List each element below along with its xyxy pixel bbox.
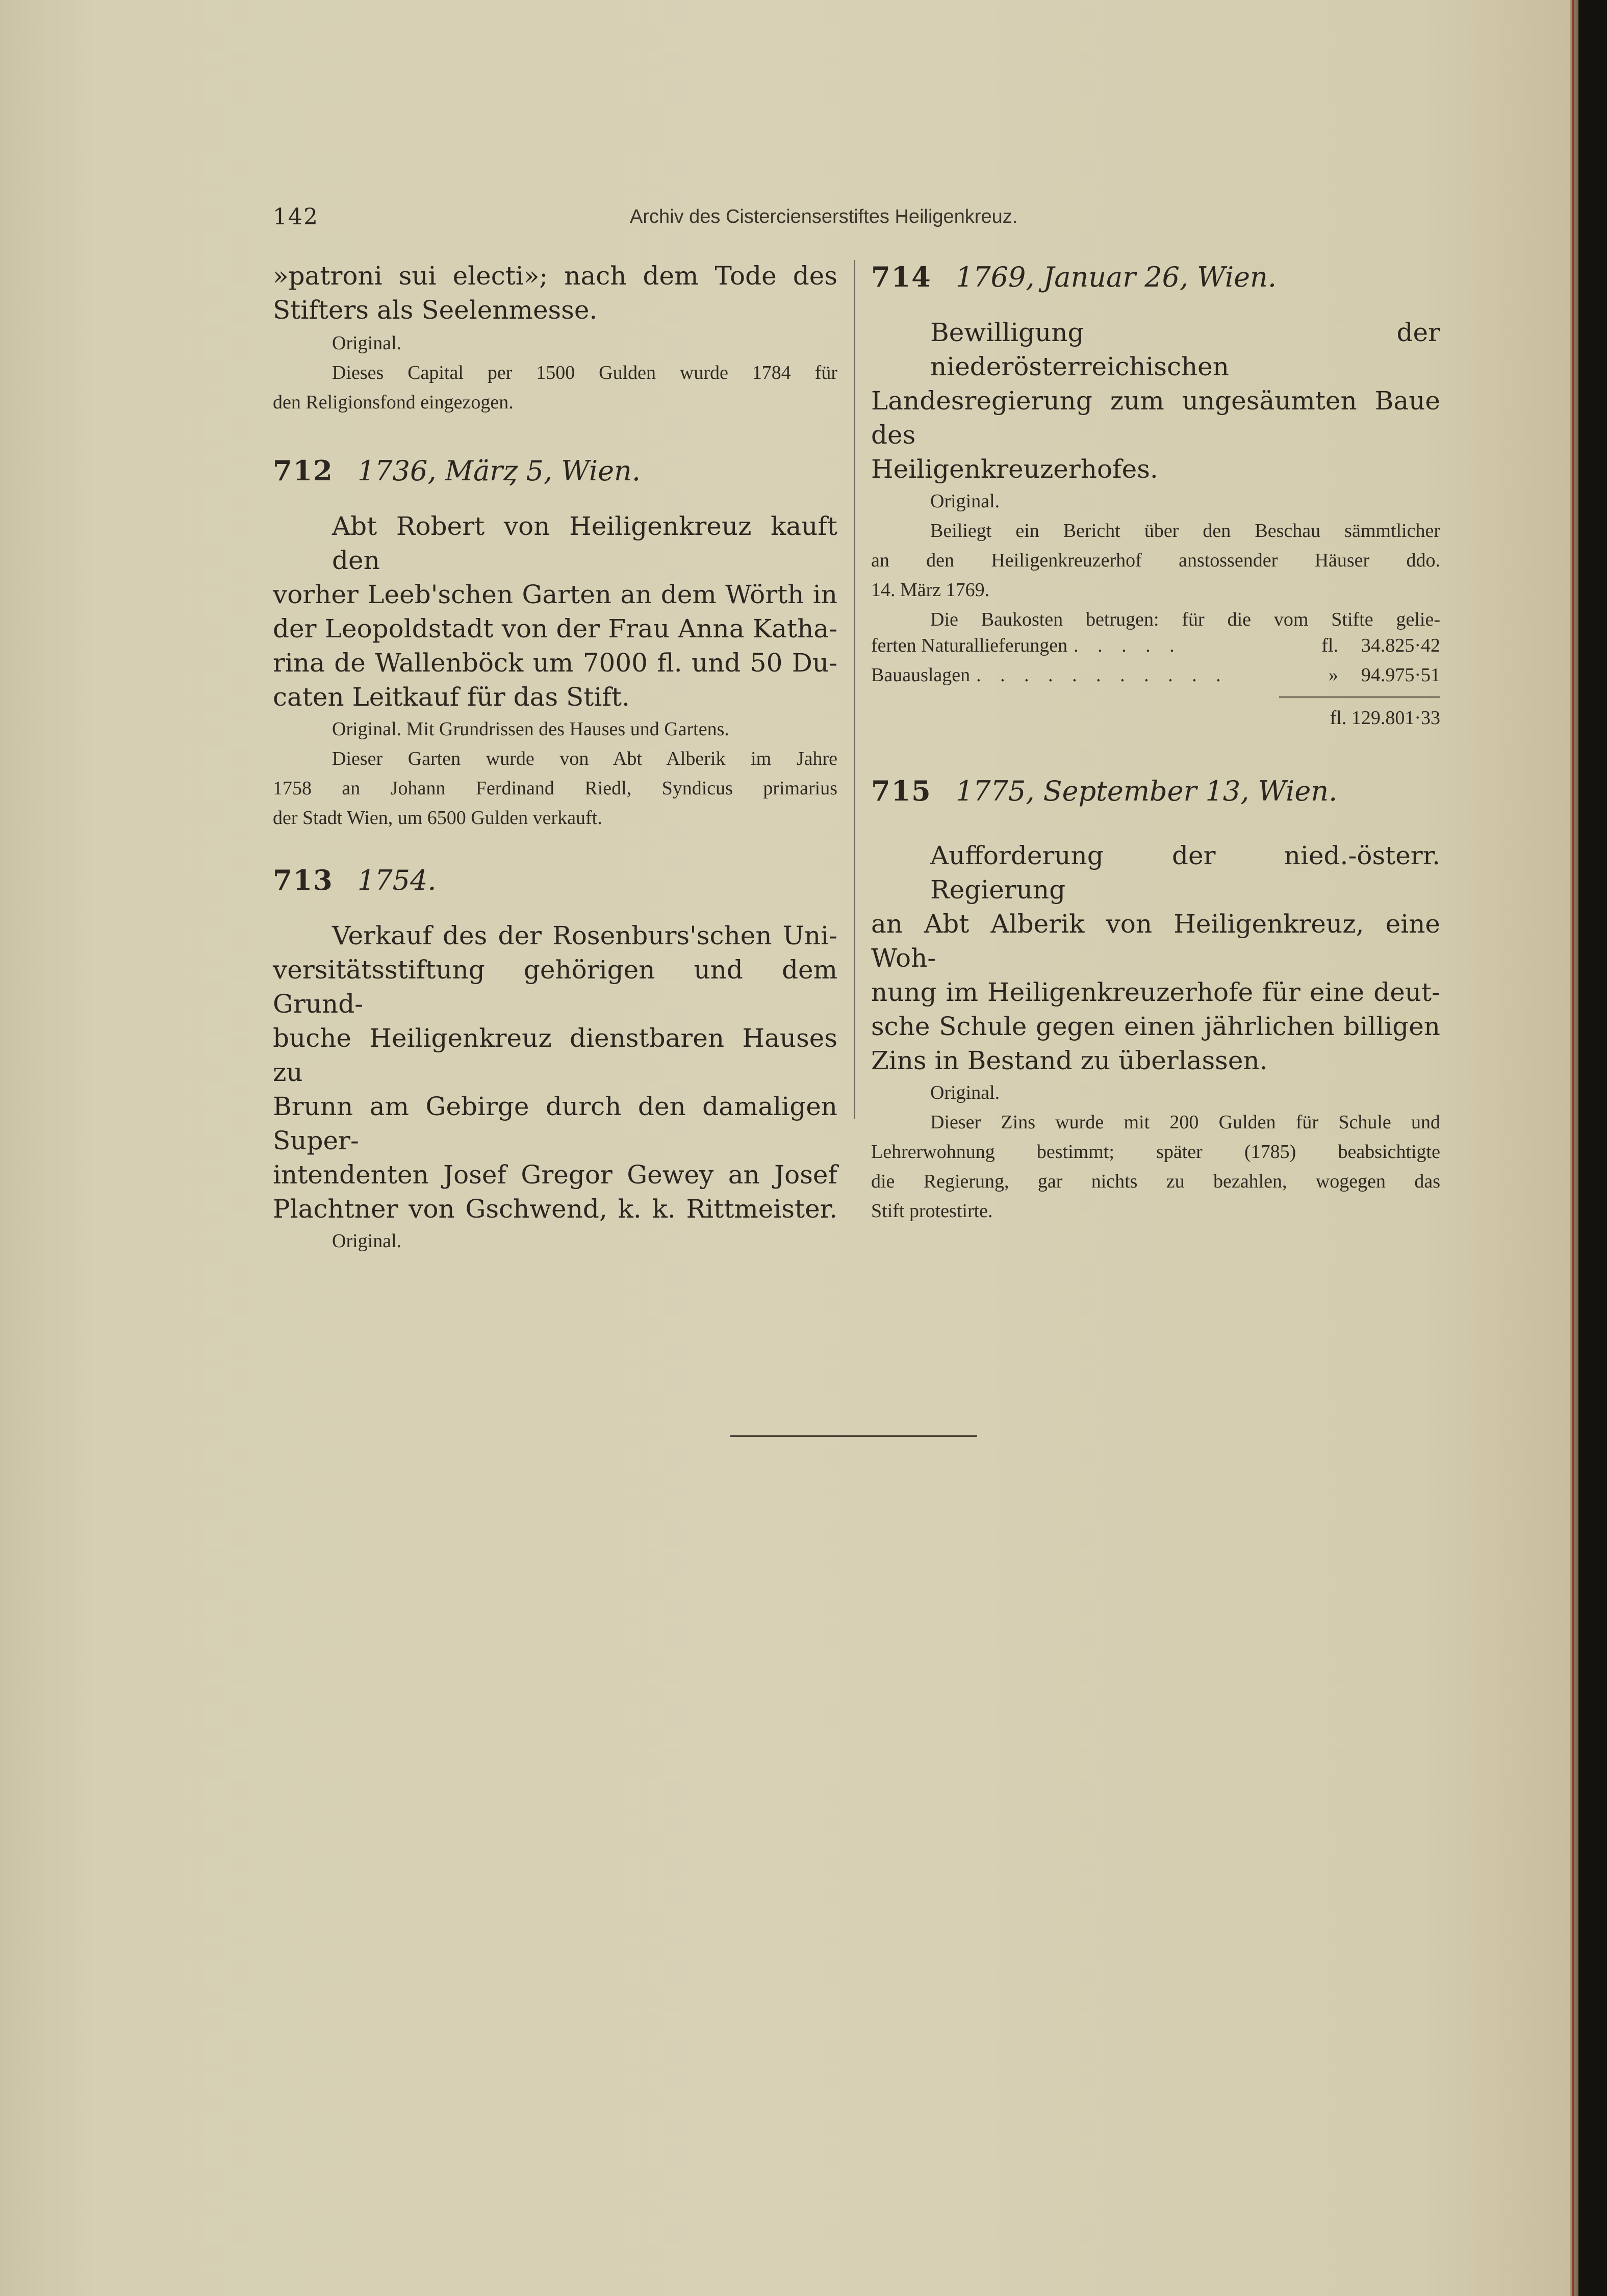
text-line: Abt Robert von Heiligenkreuz kauft den: [332, 511, 837, 575]
text-line: nung im Heiligenkreuzerhofe für eine deut-: [871, 977, 1440, 1007]
text-line: Heiligenkreuzerhofes.: [871, 454, 1158, 484]
source-note: Original.: [930, 491, 1000, 512]
entry-date: 1736, Märȥ 5, Wien.: [357, 455, 641, 487]
entry-text: [871, 839, 1440, 1078]
text-line: »patroni sui electi»; nach dem Tode des: [273, 261, 837, 291]
entry-date: 1769, Januar 26, Wien.: [955, 261, 1277, 293]
cost-label: Bauauslagen: [871, 664, 971, 686]
note-line: Dieses Capital per 1500 Gulden wurde 1784 für: [332, 362, 837, 383]
footnote: [273, 358, 837, 417]
note-line: Dieser Garten wurde von Abt Alberik im Jahre: [332, 748, 837, 769]
entry-heading: [273, 453, 837, 489]
text-line: Zins in Bestand zu überlassen.: [871, 1046, 1268, 1075]
cost-value: 94.975·51: [1361, 664, 1440, 686]
cost-total: fl. 129.801·33: [1330, 707, 1440, 729]
footnote: [871, 1107, 1440, 1226]
text-line: Bewilligung der niederösterreichischen: [930, 318, 1440, 381]
text-line: Brunn am Gebirge durch den damaligen Super-: [273, 1092, 837, 1155]
footnote: [871, 516, 1440, 605]
cost-value: 34.825·42: [1361, 635, 1440, 656]
source-note: Original.: [332, 332, 402, 354]
source-note: Original.: [332, 1230, 402, 1252]
entry-text: [871, 316, 1440, 486]
entry-number: 715: [871, 775, 932, 807]
note-line: Dieser Zins wurde mit 200 Gulden für Schule und: [930, 1112, 1440, 1133]
column-divider: [854, 260, 855, 1119]
section-end-rule: [730, 1435, 977, 1437]
source-note: Original.: [930, 1082, 1000, 1103]
entry-heading: [871, 259, 1440, 295]
source-note: Original. Mit Grundrissen des Hauses und Gartens.: [332, 718, 729, 740]
entry-date: 1775, September 13, Wien.: [955, 775, 1338, 807]
entry-number: 712: [273, 454, 334, 487]
entry-number: 714: [871, 261, 932, 293]
text-line: intendenten Josef Gregor Gewey an Josef: [273, 1160, 837, 1190]
entry-715: [871, 773, 1440, 1226]
binding-thread: [1572, 0, 1574, 2296]
text-line: Stifters als Seelenmesse.: [273, 295, 598, 325]
note-line: Stift protestirte.: [871, 1200, 993, 1222]
text-line: vorher Leeb'schen Garten an dem Wörth in: [273, 580, 837, 609]
note-line: der Stadt Wien, um 6500 Gulden verkauft.: [273, 807, 602, 829]
entry-date: 1754.: [357, 864, 437, 896]
text-line: versitätsstiftung gehörigen und dem Grund-: [273, 955, 837, 1019]
left-column: [273, 259, 837, 1256]
cost-unit: »: [1329, 664, 1338, 686]
text-line: sche Schule gegen einen jährlichen billigen: [871, 1012, 1440, 1041]
text-line: Aufforderung der nied.-österr. Regierung: [930, 841, 1440, 905]
page-header: [273, 204, 1089, 240]
text-line: rina de Wallenböck um 7000 fl. und 50 Du-: [273, 648, 837, 678]
note-line: Beiliegt ein Bericht über den Beschau sämmtlicher: [930, 520, 1440, 541]
footnote: [273, 744, 837, 833]
cost-row: [871, 664, 1440, 693]
cost-leader-dots: . . . . .: [1074, 635, 1182, 656]
note-line: 14. März 1769.: [871, 579, 990, 601]
note-line: den Religionsfond eingezogen.: [273, 392, 514, 413]
entry-text: [273, 919, 837, 1226]
cost-label: ferten Naturallieferungen: [871, 635, 1068, 656]
text-line: Landesregierung zum ungesäumten Baue des: [871, 386, 1440, 450]
entry-714: [871, 259, 1440, 729]
cost-unit: fl.: [1321, 635, 1338, 656]
entry-713: [273, 862, 837, 1256]
right-column: [871, 259, 1440, 1226]
entry-text: [273, 509, 837, 714]
cost-total-row: [871, 698, 1440, 729]
continuation-entry: [273, 259, 837, 417]
note-line: 1758 an Johann Ferdinand Riedl, Syndicus primarius: [273, 778, 837, 799]
text-line: Verkauf des der Rosenburs'schen Uni-: [332, 921, 837, 950]
entry-heading: [871, 773, 1440, 809]
text-line: caten Leitkauf für das Stift.: [273, 682, 630, 712]
continuation-text: [273, 259, 837, 327]
cost-leader-dots: . . . . . . . . . . .: [976, 664, 1228, 686]
note-line: an den Heiligenkreuzerhof anstossender Häuser ddo.: [871, 550, 1440, 571]
text-line: an Abt Alberik von Heiligenkreuz, eine Woh-: [871, 909, 1440, 973]
text-line: Plachtner von Gschwend, k. k. Rittmeister.: [273, 1194, 837, 1224]
note-line: Lehrerwohnung bestimmt; später (1785) beabsichtigte: [871, 1141, 1440, 1163]
cost-row: [871, 634, 1440, 664]
page-number: 142: [273, 204, 319, 230]
entry-number: 713: [273, 864, 334, 896]
note-line: die Regierung, gar nichts zu bezahlen, wogegen das: [871, 1171, 1440, 1192]
entry-712: [273, 453, 837, 833]
text-line: buche Heiligenkreuz dienstbaren Hauses zu: [273, 1023, 837, 1087]
binding-spine: [1578, 0, 1607, 2296]
entry-heading: [273, 862, 837, 898]
construction-costs-table: [871, 605, 1440, 729]
running-title: Archiv des Cistercienserstiftes Heiligenkreuz.: [630, 206, 1018, 227]
costs-intro: Die Baukosten betrugen: für die vom Stifte gelie-: [930, 609, 1440, 630]
text-line: der Leopoldstadt von der Frau Anna Katha-: [273, 614, 837, 643]
